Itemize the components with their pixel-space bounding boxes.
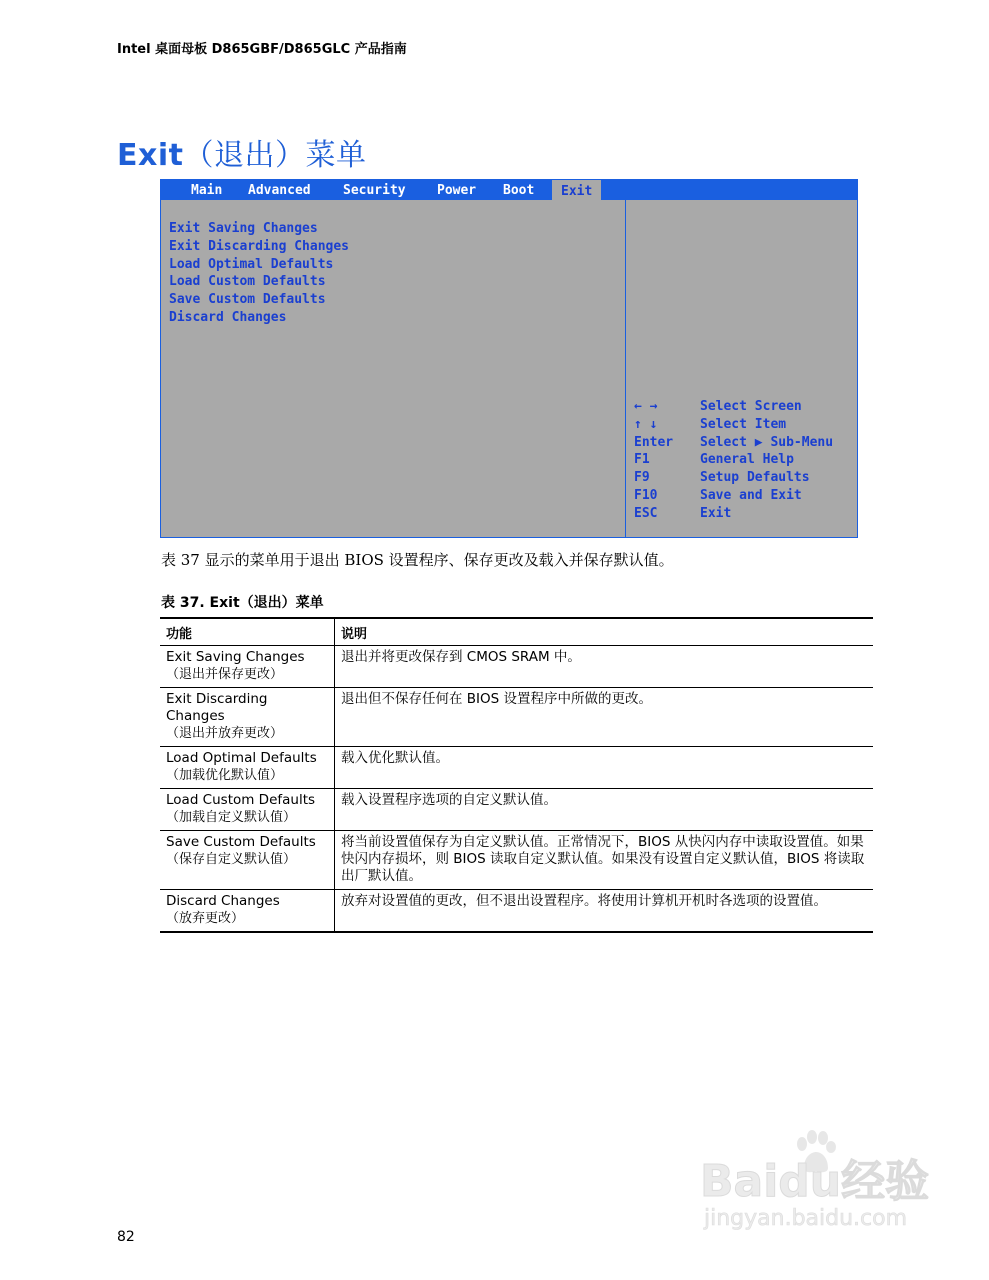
help-key: F10 xyxy=(634,487,658,503)
feature-cell xyxy=(160,831,335,890)
tab-power[interactable]: Power xyxy=(437,183,477,198)
help-desc: Exit xyxy=(700,505,732,521)
description-cell: 退出并将更改保存到 CMOS SRAM 中。 xyxy=(335,646,874,688)
watermark-url: jingyan.baidu.com xyxy=(704,1206,908,1231)
table-row xyxy=(160,831,873,890)
help-desc: Select Screen xyxy=(700,399,802,414)
feature-name-cn: （加载自定义默认值） xyxy=(166,810,297,825)
table-row xyxy=(160,890,873,933)
page-title xyxy=(117,130,366,174)
feature-name: Load Custom Defaults xyxy=(166,792,316,808)
feature-name-cn: （退出并放弃更改） xyxy=(166,726,284,741)
feature-name-cn: （保存自定义默认值） xyxy=(166,852,297,867)
help-key: F1 xyxy=(634,452,650,468)
feature-name-cn: （退出并保存更改） xyxy=(166,667,284,682)
option-load-optimal-defaults[interactable]: Load Optimal Defaults xyxy=(169,256,334,272)
help-key: ↑ ↓ xyxy=(634,416,658,432)
option-load-custom-defaults[interactable]: Load Custom Defaults xyxy=(169,274,326,290)
column-header-description: 说明 xyxy=(335,618,874,646)
feature-cell xyxy=(160,646,335,688)
help-key: F9 xyxy=(634,470,650,486)
page-title-en: Exit xyxy=(117,138,184,173)
page-title-cn: （退出）菜单 xyxy=(183,138,367,173)
feature-name-cn: （加载优化默认值） xyxy=(166,768,284,783)
table-row xyxy=(160,789,873,831)
feature-name: Exit Discarding Changes xyxy=(166,691,268,724)
help-key: ESC xyxy=(634,505,658,521)
tab-exit[interactable]: Exit xyxy=(552,180,601,200)
option-discard-changes[interactable]: Discard Changes xyxy=(169,309,287,325)
tab-advanced[interactable]: Advanced xyxy=(248,183,311,198)
description-cell: 载入优化默认值。 xyxy=(335,747,874,789)
description-cell: 退出但不保存任何在 BIOS 设置程序中所做的更改。 xyxy=(335,688,874,747)
feature-name: Exit Saving Changes xyxy=(166,649,305,665)
feature-cell xyxy=(160,890,335,933)
feature-cell xyxy=(160,688,335,747)
help-key: Enter xyxy=(634,434,674,450)
help-key: ← → xyxy=(634,399,658,414)
baidu-watermark xyxy=(700,1130,940,1240)
feature-cell xyxy=(160,789,335,831)
description-cell: 将当前设置值保存为自定义默认值。正常情况下，BIOS 从快闪内存中读取设置值。如果快闪内存损坏，则 BIOS 读取自定义默认值。如果没有设置自定义默认值，BIOS 将读取出厂默认值。 xyxy=(335,831,874,890)
option-exit-saving-changes[interactable]: Exit Saving Changes xyxy=(169,221,318,236)
feature-name: Discard Changes xyxy=(166,893,280,909)
table-header-row xyxy=(160,618,873,646)
help-desc: Select ▶ Sub-Menu xyxy=(700,434,834,450)
intro-paragraph: 表 37 显示的菜单用于退出 BIOS 设置程序、保存更改及载入并保存默认值。 xyxy=(161,551,674,569)
help-desc: General Help xyxy=(700,452,794,468)
help-desc: Select Item xyxy=(700,416,787,432)
feature-name: Save Custom Defaults xyxy=(166,834,316,850)
exit-menu-table xyxy=(160,617,873,933)
watermark-logo: Baidu经验 xyxy=(700,1156,930,1207)
tab-security[interactable]: Security xyxy=(343,183,406,198)
description-cell: 放弃对设置值的更改，但不退出设置程序。将使用计算机开机时各选项的设置值。 xyxy=(335,890,874,933)
help-desc: Setup Defaults xyxy=(700,470,810,486)
option-exit-discarding-changes[interactable]: Exit Discarding Changes xyxy=(169,238,350,254)
bios-screen xyxy=(160,179,858,538)
page-number: 82 xyxy=(117,1229,135,1245)
feature-name-cn: （放弃更改） xyxy=(166,911,245,926)
table-row xyxy=(160,646,873,688)
table-row xyxy=(160,747,873,789)
table-caption: 表 37. Exit（退出）菜单 xyxy=(161,595,324,611)
feature-name: Load Optimal Defaults xyxy=(166,750,317,766)
tab-boot[interactable]: Boot xyxy=(503,183,535,198)
bios-menubar xyxy=(161,180,857,200)
help-desc: Save and Exit xyxy=(700,487,802,503)
running-header: Intel 桌面母板 D865GBF/D865GLC 产品指南 xyxy=(117,42,407,57)
description-cell: 载入设置程序选项的自定义默认值。 xyxy=(335,789,874,831)
feature-cell xyxy=(160,747,335,789)
column-header-feature: 功能 xyxy=(160,618,335,646)
bios-divider xyxy=(625,200,626,537)
table-row xyxy=(160,688,873,747)
bios-options xyxy=(169,220,349,327)
option-save-custom-defaults[interactable]: Save Custom Defaults xyxy=(169,292,326,308)
tab-main[interactable]: Main xyxy=(191,183,223,198)
